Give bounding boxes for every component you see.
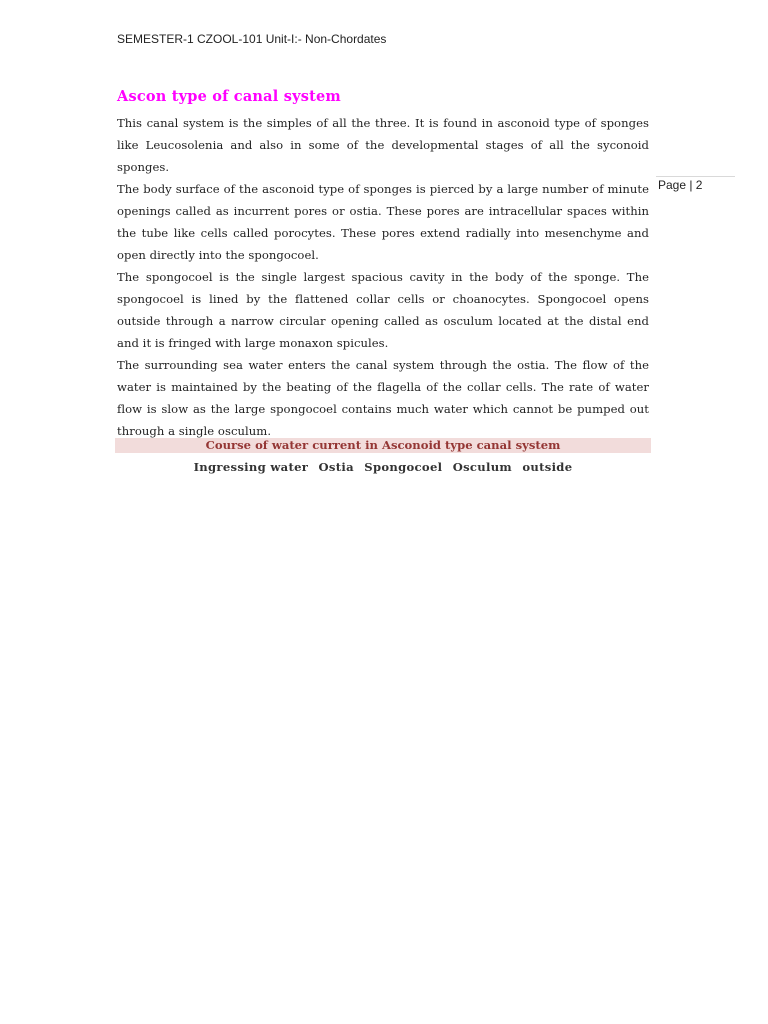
flow-step: outside bbox=[522, 460, 573, 474]
flow-step: Ostia bbox=[318, 460, 354, 474]
course-title: Course of water current in Asconoid type canal system bbox=[205, 438, 561, 452]
page-number: Page | 2 bbox=[658, 178, 703, 192]
paragraph-spongocoel: The spongocoel is the single largest spacious cavity in the body of the sponge. The spongocoel is lined by the flattened collar cells or choanocytes. Spongocoel opens outside through a narrow circular opening called as osculum located at the distal end and it is fringed with large monaxon spicules. bbox=[117, 270, 649, 350]
paragraph-ostia: The body surface of the asconoid type of sponges is pierced by a large number of minute openings called as incurrent pores or ostia. These pores are intracellular spaces within the tube like cells called porocytes. These pores extend radially into mesenchyme and open directly into the spongocoel. bbox=[117, 182, 649, 262]
flow-step: Spongocoel bbox=[364, 460, 443, 474]
flow-step: Osculum bbox=[452, 460, 513, 474]
document-body bbox=[117, 86, 649, 442]
running-header: SEMESTER-1 CZOOL-101 Unit-I:- Non-Chordates bbox=[117, 32, 387, 46]
paragraph-water-flow: The surrounding sea water enters the canal system through the ostia. The flow of the water is maintained by the beating of the flagella of the collar cells. The rate of water flow is slow as the large spongocoel contains much water which cannot be pumped out through a single osculum. bbox=[117, 358, 649, 438]
water-flow-sequence bbox=[115, 459, 651, 476]
paragraph-intro: This canal system is the simples of all the three. It is found in asconoid type of sponges like Leucosolenia and also in some of the developmental stages of all the syconoid sponges. bbox=[117, 116, 649, 174]
flow-step: Ingressing water bbox=[193, 460, 309, 474]
page-number-rule bbox=[656, 176, 735, 177]
section-heading: Ascon type of canal system bbox=[117, 88, 341, 105]
